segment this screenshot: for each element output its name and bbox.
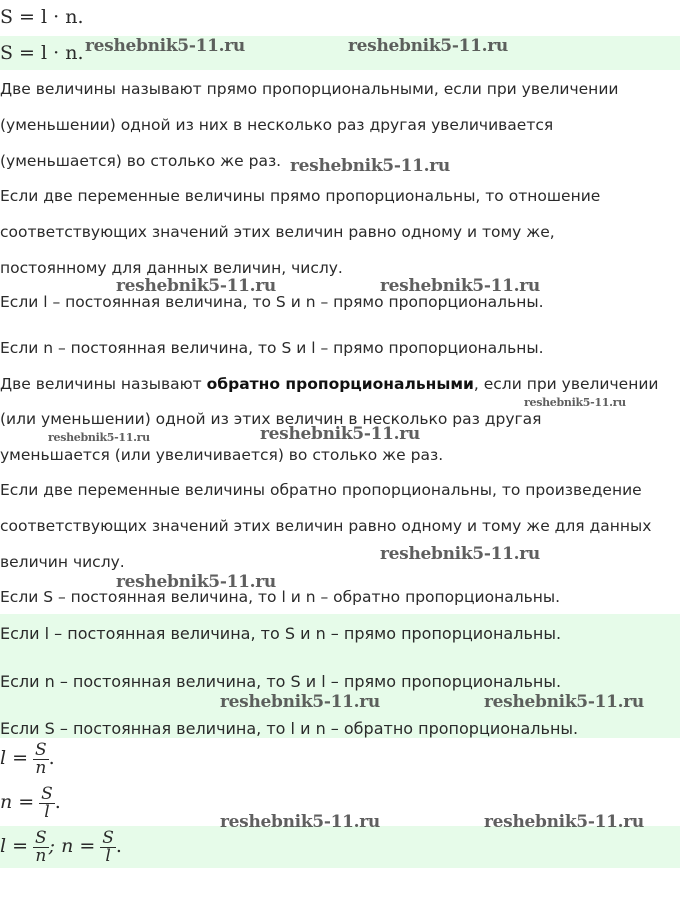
watermark: reshebnik5-11.ru [260, 424, 420, 444]
lhs: n = [0, 791, 35, 813]
paragraph-line: Если n – постоянная величина, то S и l – прямо пропорциональны. [0, 672, 562, 691]
paragraph-line: (или уменьшении) одной из этих величин в несколько раз другая [0, 410, 542, 428]
paragraph-line: величин числу. [0, 553, 125, 571]
lhs: ; n = [48, 835, 96, 857]
formula-s-eq: S = l · n. [0, 6, 84, 28]
paragraph-line: Две величины называют прямо пропорциональными, если при увеличении [0, 80, 619, 98]
denominator: n [35, 758, 47, 778]
denominator: l [44, 802, 50, 822]
numerator: S [102, 828, 114, 848]
fraction [39, 786, 55, 821]
watermark: reshebnik5-11.ru [220, 812, 380, 832]
numerator: S [34, 828, 47, 848]
paragraph-line: соответствующих значений этих величин равно одному и тому же, [0, 223, 555, 241]
watermark: reshebnik5-11.ru [484, 692, 644, 712]
watermark: reshebnik5-11.ru [220, 692, 380, 712]
watermark: reshebnik5-11.ru [85, 36, 245, 56]
formula-n-fraction: n = $\frac{S}{l}$ . [0, 784, 61, 822]
lhs: l = [0, 835, 29, 857]
watermark: reshebnik5-11.ru [524, 396, 626, 409]
watermark: reshebnik5-11.ru [116, 276, 276, 296]
denominator: l [105, 846, 111, 866]
formula-both-fractions: l = $\frac{S}{n}$ ; n = $\frac{S}{l}$ . [0, 828, 122, 866]
paragraph-line: Если две переменные величины прямо пропорциональны, то отношение [0, 187, 601, 205]
bold-term: обратно пропорциональными [206, 375, 474, 393]
numerator: S [34, 740, 47, 760]
fraction [33, 830, 49, 865]
paragraph-line: Если l – постоянная величина, то S и n – прямо пропорциональны. [0, 624, 562, 643]
text: Две величины называют [0, 375, 207, 393]
lhs: l = [0, 747, 29, 769]
paragraph-line: Если S – постоянная величина, то l и n – обратно пропорциональны. [0, 719, 579, 738]
formula-l-fraction: l = $\frac{S}{n}$ . [0, 740, 55, 778]
paragraph-line: соответствующих значений этих величин равно одному и тому же для данных [0, 517, 652, 535]
fraction [33, 742, 49, 777]
text: , если при увеличении [473, 375, 659, 393]
watermark: reshebnik5-11.ru [290, 156, 450, 176]
watermark: reshebnik5-11.ru [48, 431, 150, 444]
paragraph-line: Если n – постоянная величина, то S и l – прямо пропорциональны. [0, 339, 544, 357]
watermark: reshebnik5-11.ru [348, 36, 508, 56]
watermark: reshebnik5-11.ru [484, 812, 644, 832]
paragraph-line: Если две переменные величины обратно пропорциональны, то произведение [0, 481, 642, 499]
watermark: reshebnik5-11.ru [116, 572, 276, 592]
paragraph-line: (уменьшении) одной из них в несколько раз другая увеличивается [0, 116, 554, 134]
paragraph-line: Если l – постоянная величина, то S и n – прямо пропорциональны. [0, 293, 544, 311]
watermark: reshebnik5-11.ru [380, 276, 540, 296]
numerator: S [41, 784, 53, 804]
watermark: reshebnik5-11.ru [380, 544, 540, 564]
paragraph-line: (уменьшается) во столько же раз. [0, 152, 282, 170]
paragraph-line: Если S – постоянная величина, то l и n – обратно пропорциональны. [0, 588, 561, 606]
paragraph-line: уменьшается (или увеличивается) во столько же раз. [0, 446, 444, 464]
denominator: n [35, 846, 47, 866]
paragraph-line: постоянному для данных величин, числу. [0, 259, 343, 277]
paragraph-line [0, 375, 658, 393]
fraction [100, 830, 116, 865]
formula-s-eq-box: S = l · n. [0, 42, 84, 64]
